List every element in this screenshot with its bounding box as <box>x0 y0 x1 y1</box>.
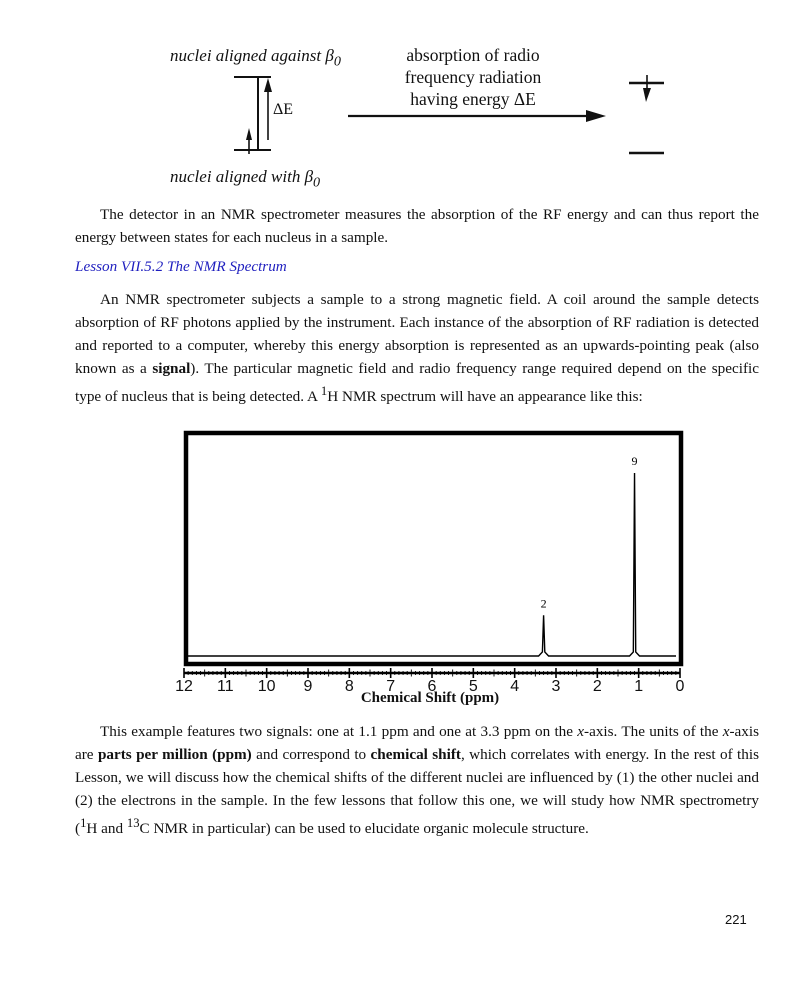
beta-subscript: 0 <box>333 53 341 70</box>
rf-caption-line: absorption of radio <box>406 45 540 65</box>
superscript: 13 <box>126 816 140 830</box>
text-run: ). The particular magnetic field and radio frequency range required depend on the specific type of nucleus that is being detected. A <box>75 360 759 406</box>
x-tick-label: 8 <box>344 678 354 695</box>
label-aligned-with-text: nuclei aligned with <box>170 167 305 186</box>
x-axis-title: Chemical Shift (ppm) <box>360 690 500 706</box>
text-run: and correspond to <box>251 746 371 763</box>
beta-symbol: β <box>304 167 314 186</box>
rf-absorption-caption <box>388 44 558 110</box>
nmr-spectrum-chart <box>170 428 700 713</box>
x-tick-label: 11 <box>217 678 234 695</box>
energy-level-diagram <box>0 0 799 200</box>
spin-up-arrowhead <box>246 128 252 140</box>
paragraph-example <box>75 720 759 840</box>
beta-symbol: β <box>325 46 334 65</box>
superscript: 1 <box>320 384 328 398</box>
text-run: H and <box>86 820 127 838</box>
x-tick-label: 5 <box>468 678 478 695</box>
rf-caption-line: having energy ΔE <box>410 89 536 109</box>
italic-x: x <box>577 723 585 740</box>
text-run: C NMR in particular) can be used to elucidate organic molecule structure. <box>139 820 589 838</box>
x-tick-label: 12 <box>175 678 193 695</box>
x-tick-label: 10 <box>257 678 276 695</box>
text-run: This example features two signals: one at 1.1 ppm and one at 3.3 ppm on the <box>100 723 578 740</box>
text-run: An NMR spectrometer subjects a sample to a strong magnetic field. A coil around the sample detects absorption of RF photons applied by the instrument. Each instance of the absorption of RF radiation is detected and reported to a computer, whereby this energy absorption is represented as an upwards-pointing peak (also known as a <box>75 291 759 377</box>
paragraph-spectrometer <box>75 288 759 408</box>
x-tick-label: 2 <box>592 678 602 695</box>
text-run: -axis. The units of the <box>584 723 723 740</box>
delta-e-arrowhead <box>264 78 272 92</box>
text-run: , which correlates with energy. In the rest of this Lesson, we will discuss how the chemical shifts of the different nuclei are influenced by (1) the other nuclei and (2) the electrons in the sample. In the few lessons that follow this one, we will study how NMR spectrometry ( <box>75 746 759 838</box>
term-chemical-shift: chemical shift <box>370 746 461 763</box>
spin-down-arrowhead <box>643 88 651 102</box>
term-ppm: parts per million (ppm) <box>97 746 252 763</box>
x-tick-label: 7 <box>386 678 396 695</box>
paragraph-detector: The detector in an NMR spectrometer measures the absorption of the RF energy and can thus report the energy between states for each nucleus in a sample. <box>75 206 759 246</box>
x-tick-label: 9 <box>303 678 313 695</box>
rf-caption-line: frequency radiation <box>404 67 542 87</box>
label-aligned-against-text: nuclei aligned against <box>170 46 326 65</box>
absorption-arrowhead <box>586 110 606 122</box>
term-signal: signal <box>152 360 191 377</box>
x-tick-label: 1 <box>634 678 644 695</box>
beta-subscript: 0 <box>313 174 321 191</box>
spectrum-trace <box>188 473 676 656</box>
lesson-heading: Lesson VII.5.2 The NMR Spectrum <box>75 258 287 275</box>
superscript: 1 <box>80 816 87 830</box>
text-run: -axis are <box>75 723 759 763</box>
x-tick-label: 0 <box>675 678 685 695</box>
x-tick-label: 6 <box>427 678 437 695</box>
x-tick-label: 4 <box>510 678 520 695</box>
italic-x: x <box>722 723 730 740</box>
delta-e-label: ΔE <box>273 101 294 118</box>
plot-frame <box>186 433 681 664</box>
peak-integration-label: 9 <box>631 454 638 468</box>
x-tick-label: 3 <box>551 678 561 695</box>
page-number: 221 <box>725 912 747 927</box>
text-run: H NMR spectrum will have an appearance like this: <box>327 388 643 406</box>
peak-integration-label: 2 <box>540 596 547 611</box>
